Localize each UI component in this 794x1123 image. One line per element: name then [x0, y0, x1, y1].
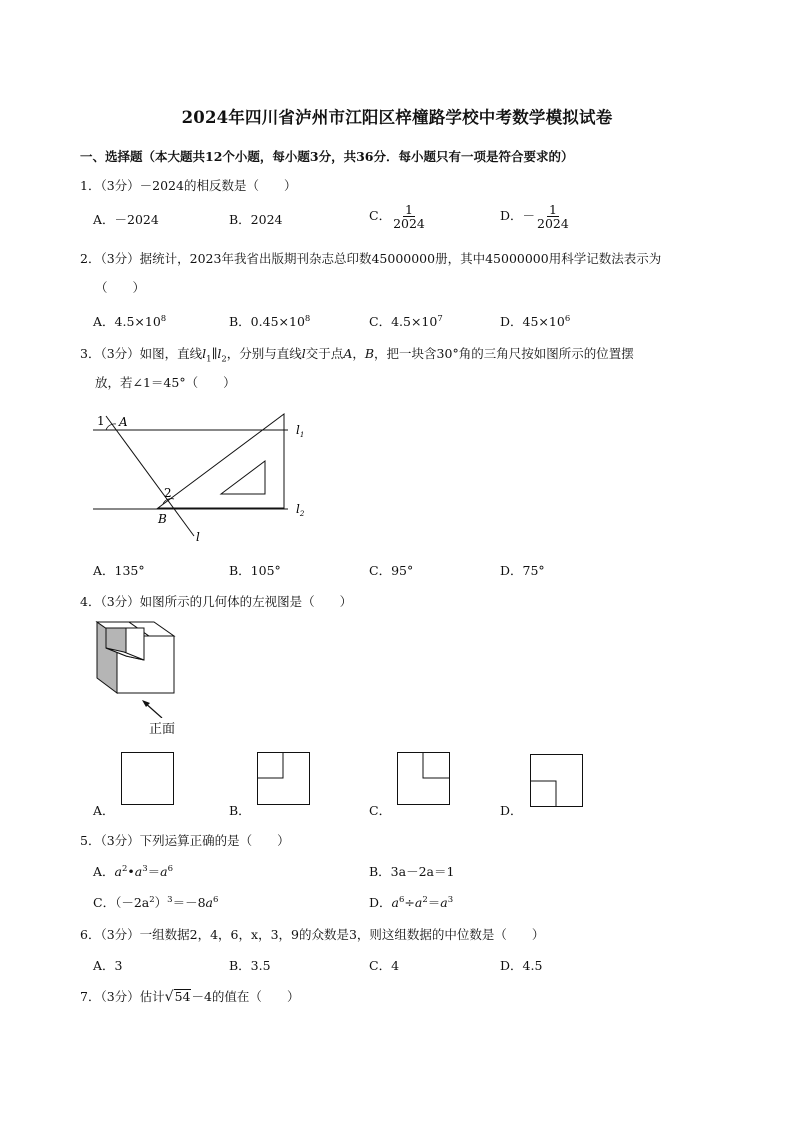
q2-option-b: B．$0.45\times 10^8$: [229, 313, 311, 329]
q4-option-c: C．: [369, 803, 392, 818]
q5-option-b: B．3a－2a＝1: [369, 864, 455, 879]
q1-option-d: D．－ $\frac{1}{2024}$: [500, 202, 569, 232]
label-angle-1: 1: [97, 414, 105, 428]
inner-square: [423, 753, 450, 779]
question-5-stem: 5．（3分）下列运算正确的是（ ）: [80, 833, 290, 848]
q4-option-d-figure: [530, 754, 584, 808]
q6-option-b: B．3.5: [229, 958, 271, 973]
exam-title: 2024年四川省泸州市江阳区梓橦路学校中考数学模拟试卷: [181, 108, 613, 127]
sqrt-icon: √: [164, 989, 174, 1005]
q4-option-b-figure: [257, 752, 311, 806]
label-line-l1: $l_1$: [296, 423, 305, 439]
question-3-stem: 3．（3分）如图，直线$l_1\parallel l_2$，分别与直线l交于点A，B，把一块含30°角的三角尺按如图所示的位置摆: [80, 346, 634, 365]
fraction: $\frac{1}{2024}$: [393, 202, 425, 232]
q4-option-a: A．: [93, 803, 115, 818]
q2-option-d: D．$45\times 10^6$: [500, 313, 571, 329]
line-l: [106, 416, 194, 536]
q5-option-c: C．$(-2a^2)^3=-8a^6$: [93, 894, 219, 910]
q3-option-d: D．75°: [500, 563, 545, 578]
q1-option-a: A．－2024: [93, 212, 159, 227]
set-square-inner: [221, 461, 265, 494]
q3-figure: [88, 406, 318, 546]
q1-option-b: B．2024: [229, 212, 283, 227]
q2-option-c: C．$4.5\times 10^7$: [369, 313, 443, 329]
question-4-stem: 4．（3分）如图所示的几何体的左视图是（ ）: [80, 594, 353, 609]
q4-option-d: D．: [500, 803, 523, 818]
q4-option-a-figure: [121, 752, 175, 806]
q3-option-c: C．95°: [369, 563, 414, 578]
q5-option-d: D．$a^6\div a^2=a^3$: [369, 894, 454, 910]
fraction: $\frac{1}{2024}$: [537, 202, 569, 232]
front-view-label: 正面: [149, 722, 176, 737]
q4-option-b: B．: [229, 803, 251, 818]
label-angle-2: 2: [164, 486, 172, 500]
question-7-stem: 7．（3分）估计√54－4的值在（ ）: [80, 989, 300, 1005]
q6-option-c: C．4: [369, 958, 400, 973]
question-3-stem-cont: 放，若∠1＝45°（ ）: [95, 375, 236, 390]
question-6-stem: 6．（3分）一组数据2，4，6，x，3，9的众数是3，则这组数据的中位数是（ ）: [80, 927, 545, 942]
q4-solid-figure: [94, 618, 186, 718]
q4-option-c-figure: [397, 752, 451, 806]
q5-option-a: A．$a^2•a^3=a^6$: [93, 863, 174, 879]
section-heading: 一、选择题（本大题共12个小题，每小题3分，共36分．每小题只有一项是符合要求的）: [80, 149, 574, 164]
label-line-l2: $l_2$: [296, 502, 305, 518]
square: [122, 753, 174, 805]
q3-option-a: A．135°: [93, 563, 145, 578]
q2-option-a: A．$4.5\times 10^8$: [93, 313, 167, 329]
question-2-stem: 2．（3分）据统计，2023年我省出版期刊杂志总印数45000000册，其中45000000用科学记数法表示为: [80, 251, 662, 266]
q1-option-c: C． $\frac{1}{2024}$: [369, 202, 425, 232]
label-point-a: A: [119, 415, 128, 429]
inner-square: [258, 753, 284, 779]
question-1-stem: 1．（3分）－2024的相反数是（ ）: [80, 178, 297, 193]
q6-option-d: D．4.5: [500, 958, 543, 973]
q6-option-a: A．3: [93, 958, 123, 973]
inner-square: [531, 781, 557, 807]
q3-option-b: B．105°: [229, 563, 281, 578]
label-line-l: l: [196, 530, 200, 544]
question-2-stem-cont: （ ）: [95, 280, 146, 295]
label-point-b: B: [158, 512, 167, 526]
